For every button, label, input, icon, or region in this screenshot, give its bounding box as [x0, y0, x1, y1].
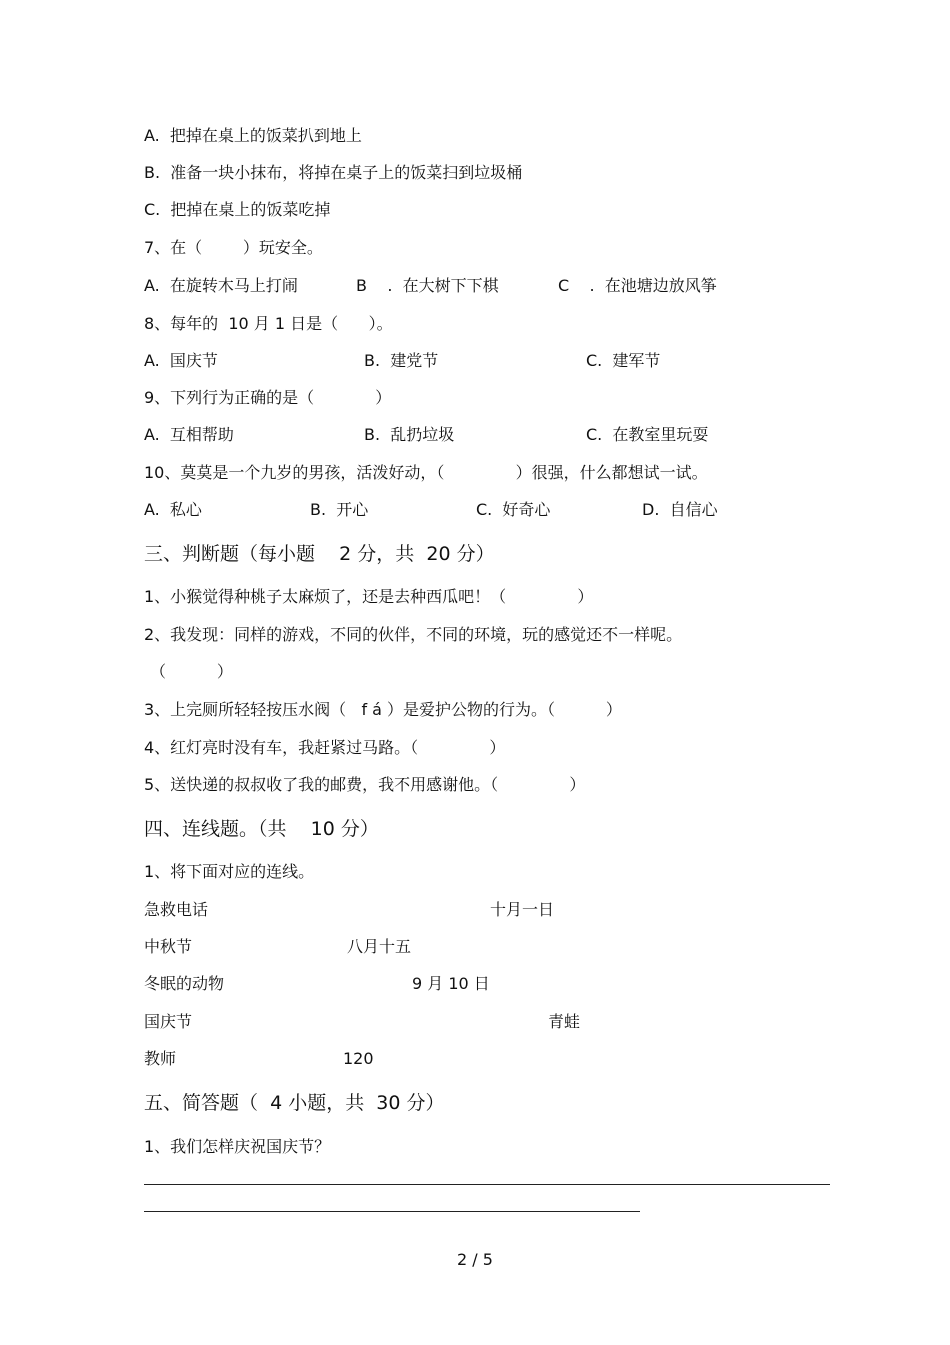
left-item: 急救电话 — [144, 900, 209, 919]
question-stem: 10、莫莫是一个九岁的男孩，活泼好动，（ ）很强，什么都想试一试。 — [144, 463, 708, 482]
option-b: B. 准备一块小抹布，将掉在桌子上的饭菜扫到垃圾桶 — [144, 163, 523, 182]
matching-instruction: 1、将下面对应的连线。 — [144, 862, 315, 881]
page-number: 2 / 5 — [457, 1250, 493, 1269]
option-c: C . 在池塘边放风筝 — [558, 276, 717, 295]
question-stem: 8、每年的 10 月 1 日是（ ）。 — [144, 314, 393, 333]
option-b: B. 建党节 — [364, 351, 439, 370]
judgement-q4: 4、红灯亮时没有车，我赶紧过马路。（ ） — [144, 738, 506, 757]
question-stem: 9、下列行为正确的是（ ） — [144, 388, 392, 407]
right-item: 八月十五 — [347, 937, 412, 956]
option-c: C. 建军节 — [586, 351, 661, 370]
short-answer-q1: 1、我们怎样庆祝国庆节？ — [144, 1137, 331, 1156]
right-item: 9 月 10 日 — [412, 974, 490, 993]
left-item: 中秋节 — [144, 937, 193, 956]
left-item: 教师 — [144, 1049, 177, 1068]
option-b: B. 开心 — [310, 500, 369, 519]
left-item: 国庆节 — [144, 1012, 193, 1031]
option-a: A. 把掉在桌上的饭菜扒到地上 — [144, 126, 362, 145]
right-item: 120 — [343, 1049, 374, 1068]
section-title: 四、连线题。（共 10 分） — [144, 818, 379, 840]
judgement-q2-paren: （ ） — [150, 662, 233, 681]
option-b: B . 在大树下下棋 — [356, 276, 499, 295]
option-c: C. 在教室里玩耍 — [586, 425, 709, 444]
option-a: A. 在旋转木马上打闹 — [144, 276, 298, 295]
answer-line — [144, 1211, 640, 1212]
section-title: 五、简答题（ 4 小题，共 30 分） — [144, 1092, 445, 1114]
right-item: 青蛙 — [548, 1012, 581, 1031]
option-b: B. 乱扔垃圾 — [364, 425, 455, 444]
left-item: 冬眠的动物 — [144, 974, 225, 993]
option-a: A. 国庆节 — [144, 351, 218, 370]
option-c: C. 把掉在桌上的饭菜吃掉 — [144, 200, 331, 219]
question-stem: 7、在（ ）玩安全。 — [144, 238, 323, 257]
judgement-q2: 2、我发现：同样的游戏，不同的伙伴，不同的环境，玩的感觉还不一样呢。 — [144, 625, 683, 644]
right-item: 十月一日 — [490, 900, 555, 919]
option-c: C. 好奇心 — [476, 500, 551, 519]
answer-line — [144, 1184, 830, 1185]
judgement-q5: 5、送快递的叔叔收了我的邮费，我不用感谢他。（ ） — [144, 775, 586, 794]
option-a: A. 私心 — [144, 500, 202, 519]
judgement-q1: 1、小猴觉得种桃子太麻烦了，还是去种西瓜吧！（ ） — [144, 587, 594, 606]
option-d: D. 自信心 — [642, 500, 718, 519]
judgement-q3: 3、上完厕所轻轻按压水阀（ f á ）是爱护公物的行为。（ ） — [144, 700, 622, 719]
option-a: A. 互相帮助 — [144, 425, 234, 444]
section-title: 三、判断题（每小题 2 分，共 20 分） — [144, 543, 495, 565]
